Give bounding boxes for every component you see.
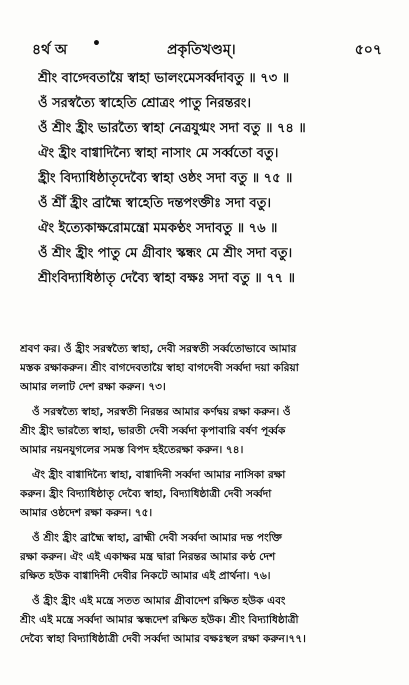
verse-line: ঐং হ্রীং বাগ্বাদিন্যৈ স্বাহা নাসাং মে সর্ব্বতো বতু।: [38, 146, 279, 161]
commentary-line: ঐং হ্রীং বাগ্বাদিন্যৈ স্বাহা, বাগ্বাদিনী সর্ব্বদা আমার নাসিকা রক্ষা: [32, 469, 286, 481]
verse-line: হ্রীং বিদ্যাধিষ্ঠাতৃদেব্যৈ স্বাহা ওষ্ঠং সদা বতু ॥ ৭৫ ॥: [38, 171, 293, 186]
commentary-paragraph: [20, 529, 390, 586]
commentary-line: রক্ষা করুন। ঐং এই একাক্ষর মন্ত্র দ্বারা নিরন্তর আমার কণ্ঠ দেশ: [20, 551, 276, 563]
commentary-line: শ্রীং হ্রীং ভারত্যৈ স্বাহা, ভারতী দেবী সর্ব্বদা কৃপাবারি বর্ষণ পূর্ব্বক: [20, 425, 286, 437]
chapter-label: ৪র্থ অ: [32, 42, 68, 58]
commentary-line: দেব্যৈ স্বাহা বিদ্যাধিষ্ঠাত্রী দেবী সর্ব্বদা আমার বক্ষঃস্থল রক্ষা করুন।৭৭।: [20, 633, 306, 645]
bengali-commentary: [20, 340, 390, 655]
page-header: [32, 38, 382, 58]
commentary-line: আমার নয়নযুগলের সমস্ত বিপদ হইতেরক্ষা করুন। ৭৪।: [20, 444, 244, 456]
commentary-line: করুন। হ্রীং বিদ্যাধিষ্ঠাতৃ দেব্যৈ স্বাহা, বিদ্যাধিষ্ঠাত্রী দেবী সর্ব্বদা: [20, 488, 272, 500]
verse-line: শ্রীং বাগ্দেবতায়ৈ স্বাহা ভালংমেসর্ব্বদাবতু ॥ ৭৩ ॥: [38, 71, 290, 86]
commentary-paragraph: [20, 403, 390, 460]
commentary-line: রক্ষিত হউক বাগ্বাদিনী দেবীর নিকটে আমার এই প্রার্থনা। ৭৬।: [20, 570, 271, 582]
verse-line: ওঁ শ্রীঁ হ্রীং ব্রাহ্মৈ স্বাহেতি দন্তপংক্তীঃ সদা বতু।: [38, 196, 271, 211]
sanskrit-verses: [38, 66, 378, 291]
verse-line: শ্রীংবিদ্যাধিষ্ঠাতৃ দেব্যৈ স্বাহা বক্ষঃ সদা বতু ॥ ৭৭ ॥: [38, 271, 295, 286]
commentary-line: ওঁ হ্রীং হ্রীং এই মন্ত্রে সতত আমার গ্রীবাদেশ রক্ষিত হউক এবং: [32, 595, 286, 607]
commentary-line: আমার ওষ্ঠদেশ রক্ষা করুন। ৭৫।: [20, 507, 153, 519]
verse-line: ঐং ইত্যেকাক্ষরোমন্ত্রো মমকণ্ঠং সদাবতু ॥ ৭৬ ॥: [38, 221, 278, 236]
commentary-line: শ্রীং এই মন্ত্রে সর্ব্বদা আমার স্কন্ধদেশ রক্ষিত হউক। শ্রীং বিদ্যাধিষ্ঠাত্রী: [20, 614, 299, 626]
verse-line: ওঁ শ্রীং হ্রীং ভারত্যৈ স্বাহা নেত্রযুগ্মং সদা বতু ॥ ৭৪ ॥: [38, 121, 306, 136]
commentary-line: আমার ললাট দেশ রক্ষা করুন। ৭৩।: [20, 381, 166, 393]
page-title: প্রকৃতিখণ্ডম্।: [167, 42, 236, 58]
commentary-paragraph: [20, 340, 390, 397]
header-dot: •: [92, 36, 101, 52]
commentary-paragraph: [20, 466, 390, 523]
commentary-line: মস্তক রক্ষাকরুন। শ্রীং বাগদেবতায়ৈ স্বাহা বাগদেবী সর্ব্বদা দয়া করিয়া: [20, 362, 299, 374]
commentary-line: ওঁ সরস্বত্যৈ স্বাহা, সরস্বতী নিরন্তর আমার কর্ণদ্বয় রক্ষা করুন। ওঁ: [32, 406, 291, 418]
commentary-paragraph: [20, 592, 390, 649]
commentary-line: শ্রবণ কর। ওঁ হ্রীং সরস্বত্যৈ স্বাহা, দেবী সরস্বতী সর্ব্বতোভাবে আমার: [20, 343, 297, 355]
verse-line: ওঁ সরস্বত্যৈ স্বাহেতি শ্রোত্রং পাতু নিরন্তরং।: [38, 96, 252, 111]
verse-line: ওঁ শ্রীং হ্রীং পাতু মে গ্রীবাং স্কন্ধং মে শ্রীং সদা বতু।: [38, 246, 293, 261]
commentary-line: ওঁ শ্রীং হ্রীং ব্রাহ্মৈ স্বাহা, ব্রাহ্মী দেবী সর্ব্বদা আমার দন্ত পংক্তি: [32, 532, 282, 544]
page-number: ৫০৭: [354, 42, 382, 58]
